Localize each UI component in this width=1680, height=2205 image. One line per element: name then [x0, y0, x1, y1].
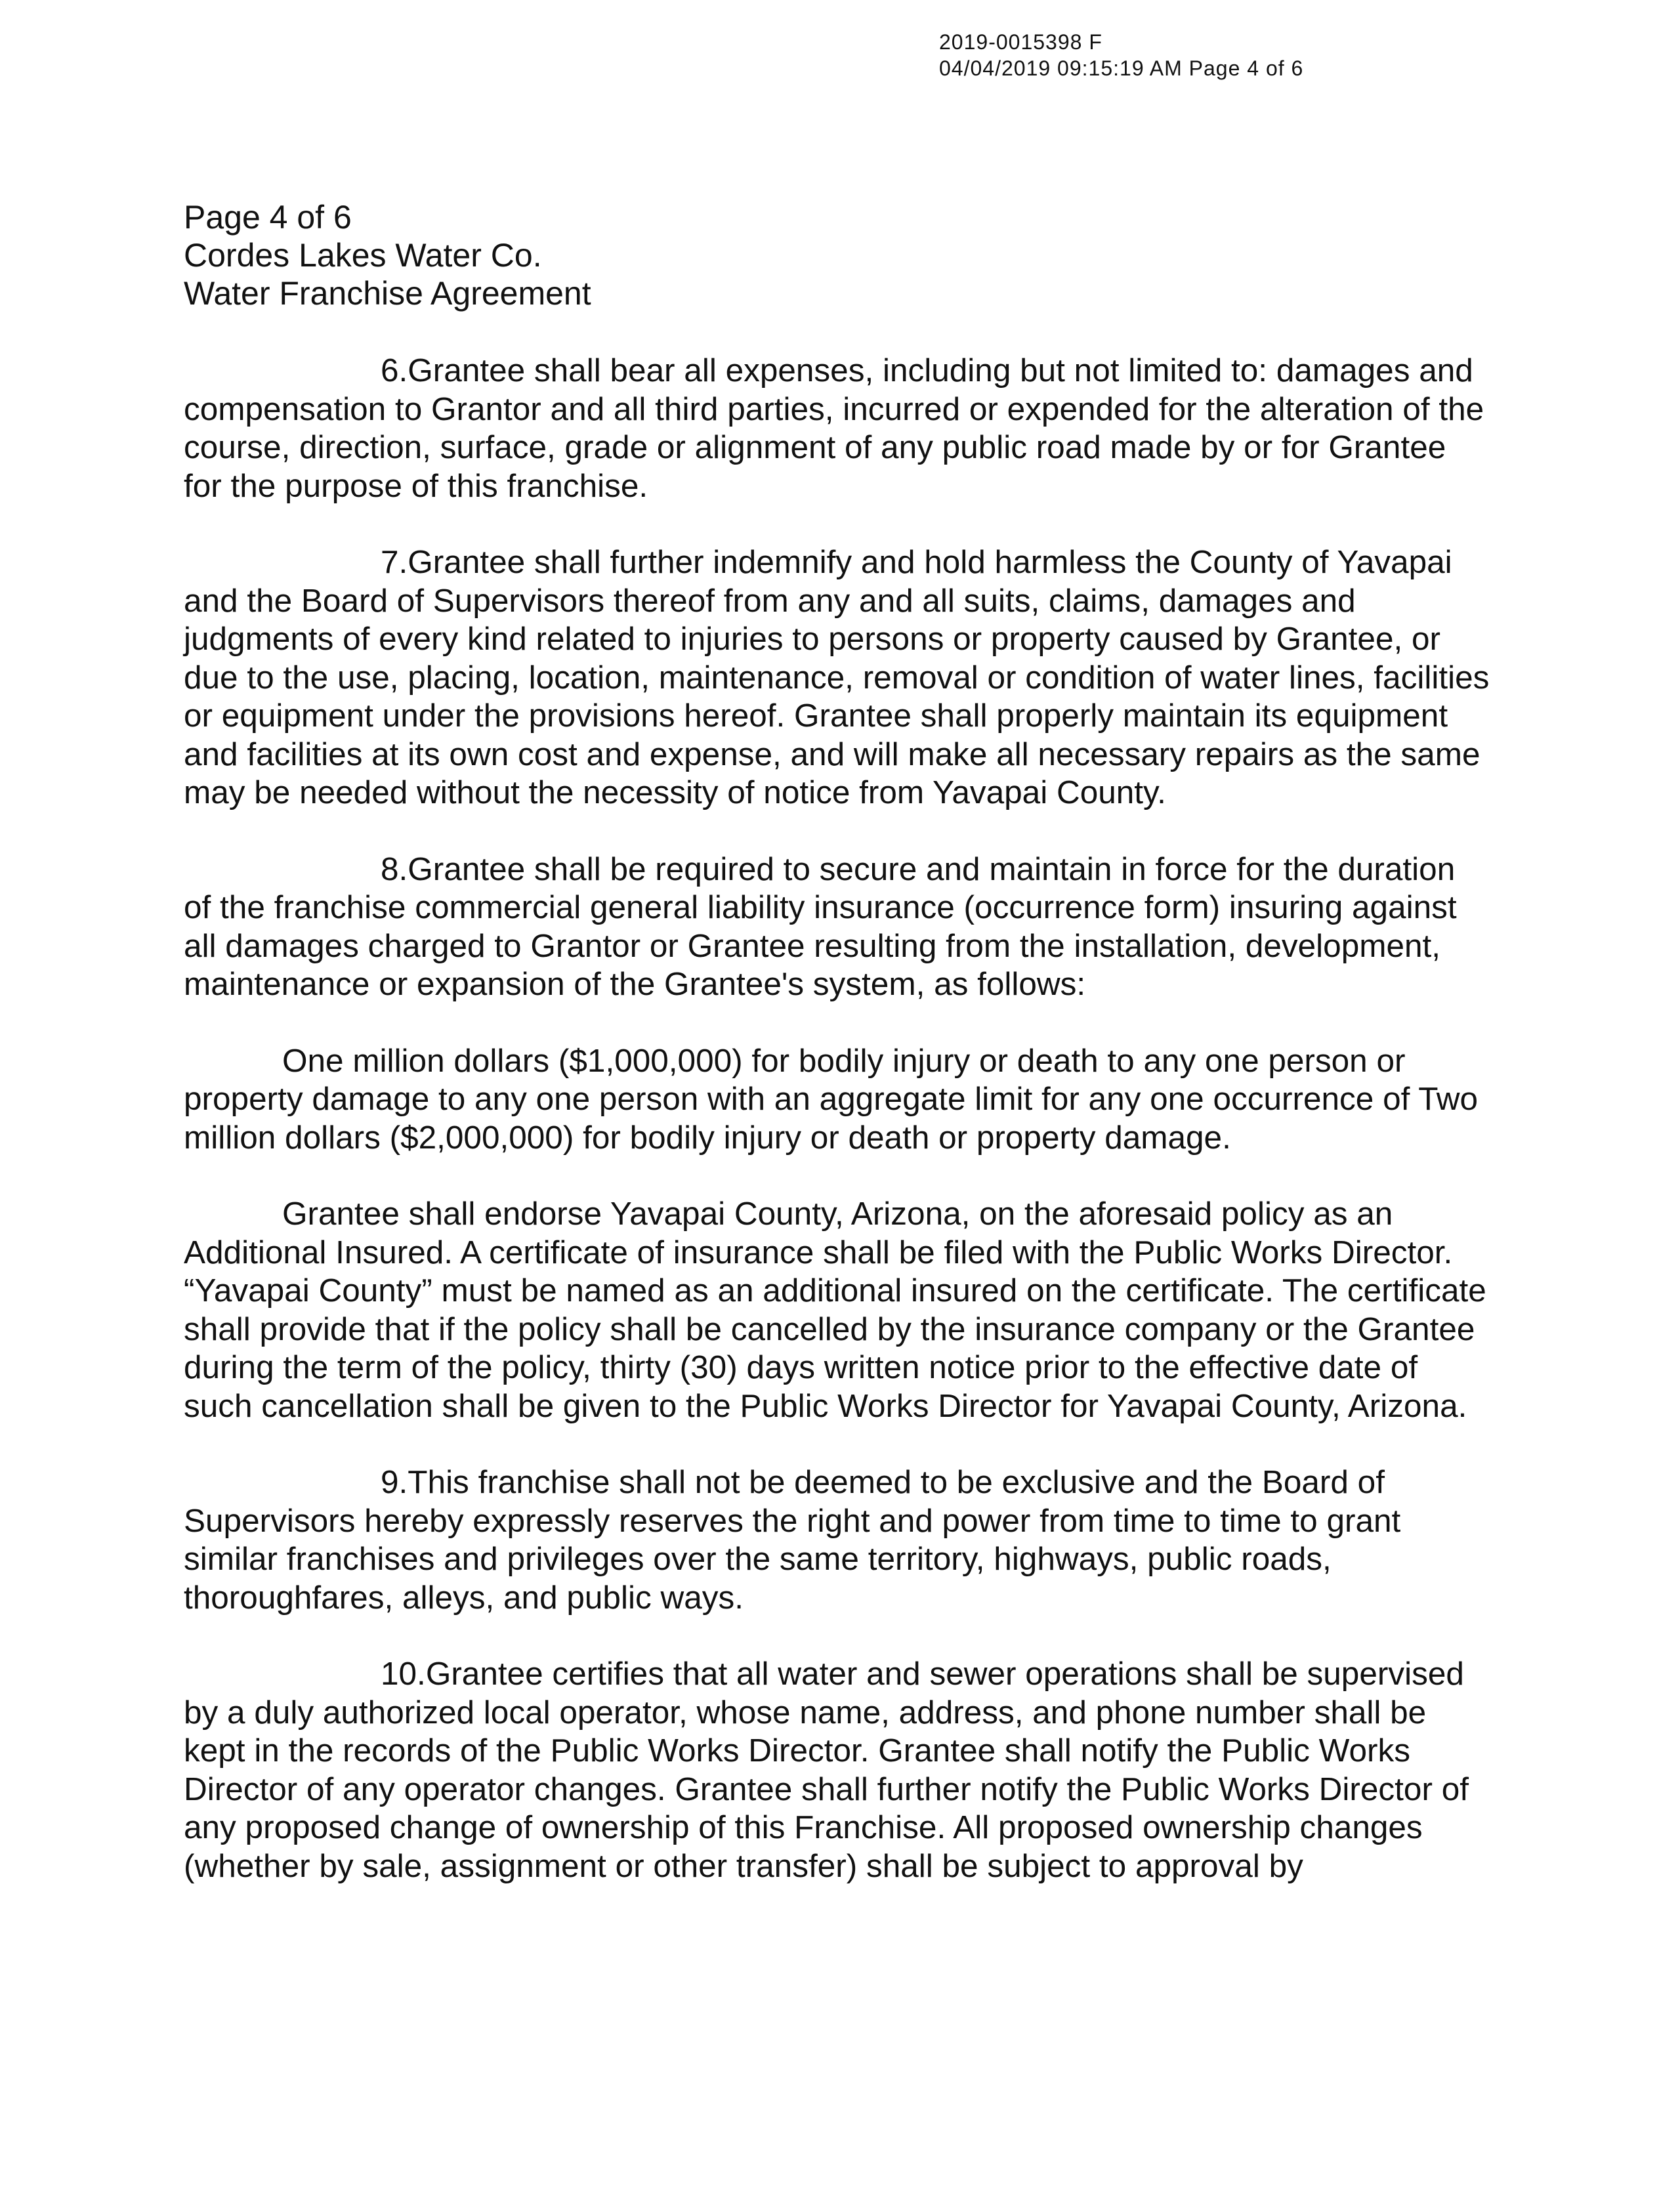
- clause-number: 10.: [381, 1656, 426, 1692]
- clause-text: Grantee shall further indemnify and hold harmless the County of Yavapai and the Board of Supervisors thereof from any and all suits, claims, damages and judgments of every kind related to injuries to persons or property caused by Grantee, or due to the use, placing, location, maintenance, removal or condition of water lines, facilities or equipment under the provisions hereof. Grantee shall properly maintain its equipment and facilities at its own cost and expense, and will make all necessary repairs as the same may be needed without the necessity of notice from Yavapai County.: [184, 544, 1490, 810]
- clause-9: [184, 1463, 1490, 1617]
- clause-text: Grantee shall bear all expenses, including but not limited to: damages and compensation to Grantor and all third parties, incurred or expended for the alteration of the course, direction, surface, grade or alignment of any public road made by or for Grantee for the purpose of this franchise.: [184, 352, 1484, 504]
- clause-10: [184, 1655, 1490, 1885]
- insurance-limits-paragraph: [184, 1042, 1490, 1158]
- clause-8: [184, 850, 1490, 1004]
- paragraph-text: Grantee shall endorse Yavapai County, Arizona, on the aforesaid policy as an Additional Insured. A certificate of insurance shall be filed with the Public Works Director. “Yavapai County” must be named as an additional insured on the certificate. The certificate shall provide that if the policy shall be cancelled by the insurance company or the Grantee during the term of the policy, thirty (30) days written notice prior to the effective date of such cancellation shall be given to the Public Works Director for Yavapai County, Arizona.: [184, 1196, 1486, 1424]
- clause-number: 7.: [381, 544, 408, 580]
- additional-insured-paragraph: [184, 1195, 1490, 1425]
- clause-6: [184, 352, 1490, 505]
- clause-text: This franchise shall not be deemed to be exclusive and the Board of Supervisors hereby expressly reserves the right and power from time to time to grant similar franchises and privileges over the same territory, highways, public roads, thoroughfares, alleys, and public ways.: [184, 1464, 1401, 1616]
- recording-timestamp: 04/04/2019 09:15:19 AM Page 4 of 6: [939, 56, 1304, 80]
- agreement-body: [184, 352, 1490, 1923]
- recording-stamp: [939, 29, 1303, 81]
- clause-number: 9.: [381, 1464, 408, 1500]
- page-indicator: Page 4 of 6: [184, 199, 352, 236]
- clause-text: Grantee shall be required to secure and maintain in force for the duration of the franchise commercial general liability insurance (occurrence form) insuring against all damages charged to Grantor or Grantee resulting from the installation, development, maintenance or expansion of the Grantee's system, as follows:: [184, 850, 1457, 1002]
- recording-number: 2019-0015398 F: [939, 30, 1102, 54]
- page-header: [184, 198, 591, 312]
- clause-text: Grantee certifies that all water and sewer operations shall be supervised by a duly authorized local operator, whose name, address, and phone number shall be kept in the records of the Public Works Director. Grantee shall notify the Public Works Director of any operator changes. Grantee shall further notify the Public Works Director of any proposed change of ownership of this Franchise. All proposed ownership changes (whether by sale, assignment or other transfer) shall be subject to approval by: [184, 1656, 1469, 1884]
- document-title: Water Franchise Agreement: [184, 275, 591, 312]
- paragraph-text: One million dollars ($1,000,000) for bodily injury or death to any one person or property damage to any one person with an aggregate limit for any one occurrence of Two million dollars ($2,000,000) for bodily injury or death or property damage.: [184, 1042, 1478, 1156]
- clause-7: [184, 543, 1490, 812]
- clause-number: 8.: [381, 850, 408, 887]
- clause-number: 6.: [381, 352, 408, 388]
- company-name: Cordes Lakes Water Co.: [184, 237, 542, 274]
